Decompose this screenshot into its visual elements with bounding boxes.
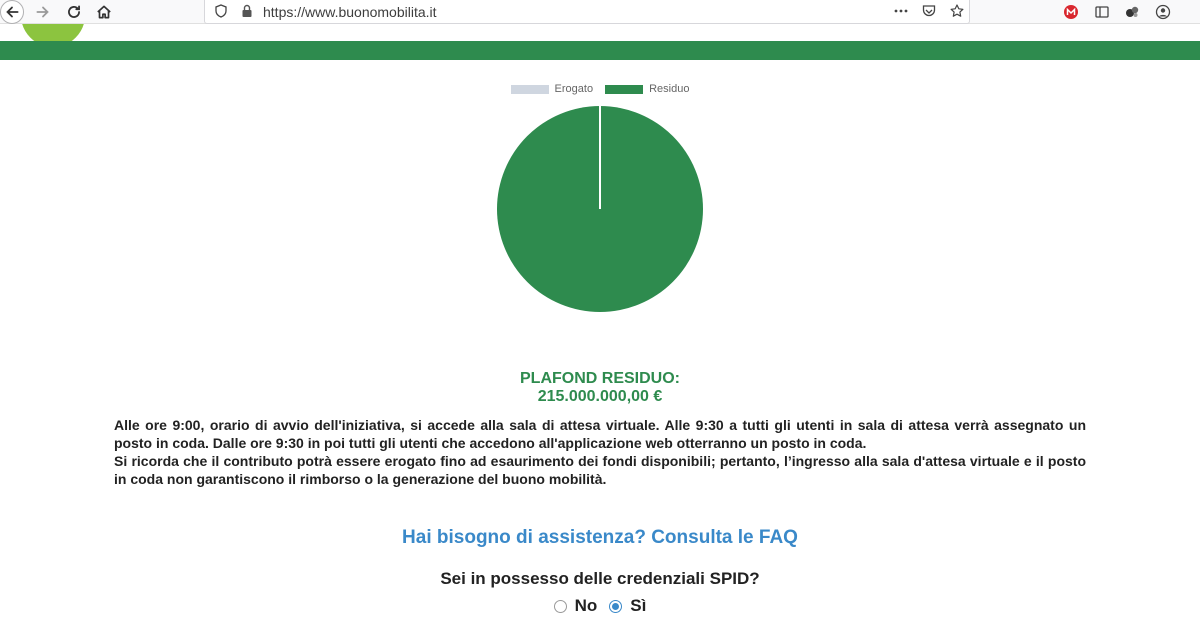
plafond-value: 215.000.000,00 € <box>537 388 663 405</box>
info-paragraph-2: Si ricorda che il contributo potrà essere erogato fino ad esaurimento dei fondi disponibili; pertanto, l’ingresso alla sala d'attesa virtuale e il posto in coda non garantiscono il rimborso o la generazione del buono mobilità. <box>114 453 1086 487</box>
legend-label: Residuo <box>649 83 690 95</box>
home-button[interactable] <box>93 1 115 23</box>
shield-icon[interactable] <box>213 3 229 19</box>
sidebar-icon[interactable] <box>1093 3 1111 21</box>
pocket-icon[interactable] <box>921 3 937 19</box>
url-bar[interactable] <box>204 0 970 24</box>
radio-no[interactable] <box>554 600 567 613</box>
legend-item-residuo[interactable] <box>605 83 689 95</box>
radio-si[interactable] <box>609 600 622 613</box>
spid-question: Sei in possesso delle credenziali SPID? <box>440 569 760 588</box>
mega-extension-icon[interactable] <box>1062 3 1080 21</box>
reload-icon <box>65 3 83 21</box>
url-text[interactable]: https://www.buonomobilita.it <box>263 4 437 20</box>
reload-button[interactable] <box>63 1 85 23</box>
legend-item-erogato[interactable] <box>511 83 594 95</box>
home-icon <box>95 3 113 21</box>
faq-link[interactable]: Hai bisogno di assistenza? Consulta le FAQ <box>402 527 798 548</box>
header-green-bar <box>0 41 1200 60</box>
info-paragraph-1: Alle ore 9:00, orario di avvio dell'iniziativa, si accede alla sala di attesa virtuale. Alle 9:30 a tutti gli utenti in sala di attesa verrà assegnato un posto in coda. Dalle ore 9:30 in poi tutti gli utenti che accedono all'applicazione web otterranno un posto in coda. <box>114 417 1086 451</box>
plafond-residuo <box>0 370 1200 406</box>
spid-option-no[interactable] <box>554 596 598 616</box>
star-icon[interactable] <box>949 3 965 19</box>
radio-label-no[interactable]: No <box>574 596 598 615</box>
lock-icon[interactable] <box>239 3 255 19</box>
forward-icon <box>34 3 52 21</box>
back-button[interactable] <box>0 0 24 24</box>
spid-option-si[interactable] <box>609 596 646 616</box>
legend-swatch-erogato <box>511 85 549 94</box>
chart-legend <box>0 83 1200 95</box>
spid-radio-group <box>0 596 1200 616</box>
plafond-label: PLAFOND RESIDUO: <box>520 370 680 387</box>
back-icon <box>3 3 21 21</box>
radio-label-si[interactable]: Sì <box>630 596 647 615</box>
extension-icon[interactable] <box>1123 3 1141 21</box>
forward-button[interactable] <box>32 1 54 23</box>
legend-label: Erogato <box>554 83 594 95</box>
more-icon[interactable] <box>893 3 909 19</box>
account-icon[interactable] <box>1154 3 1172 21</box>
browser-toolbar <box>0 0 1200 24</box>
info-text <box>114 416 1086 488</box>
legend-swatch-residuo <box>605 85 643 94</box>
pie-chart[interactable] <box>495 104 705 314</box>
